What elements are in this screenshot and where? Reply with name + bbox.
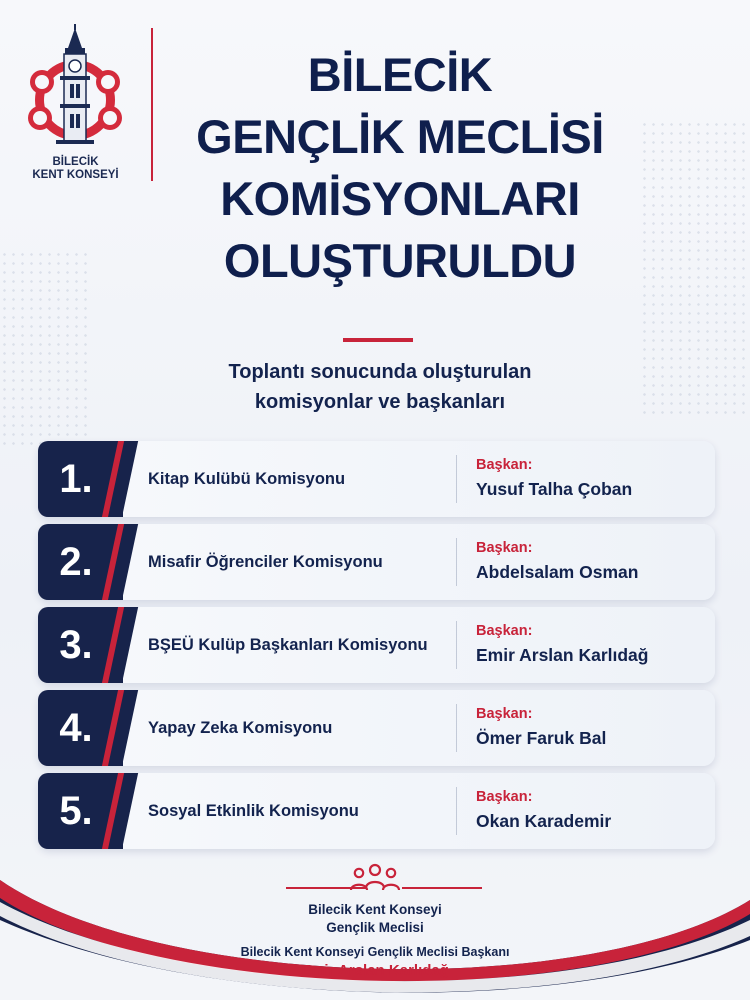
row-divider (456, 787, 457, 835)
commission-row (38, 607, 715, 683)
footer-line-right (402, 887, 482, 889)
commission-row (38, 441, 715, 517)
subtitle-line-1: Toplantı sonucunda oluşturulan (228, 361, 532, 383)
chair-label: Başkan: (476, 540, 533, 556)
title-underline (343, 338, 413, 342)
commission-number: 4. (59, 706, 93, 750)
logo-text-line2: KENT KONSEYİ (32, 169, 119, 181)
title-line-1: BİLECİK (307, 48, 493, 101)
chair-label: Başkan: (476, 789, 533, 805)
footer-role: Bilecik Kent Konseyi Gençlik Meclisi Başkanı (240, 945, 510, 959)
commission-name: Kitap Kulübü Komisyonu (148, 470, 346, 488)
row-divider (456, 621, 457, 669)
commission-name: Sosyal Etkinlik Komisyonu (148, 802, 359, 820)
commission-name: Misafir Öğrenciler Komisyonu (148, 553, 383, 571)
chair-label: Başkan: (476, 623, 533, 639)
title-line-4: OLUŞTURULDU (223, 234, 577, 287)
title-line-2: GENÇLİK MECLİSİ (196, 110, 604, 163)
row-divider (456, 704, 457, 752)
clock-tower-icon (18, 22, 133, 152)
chair-label: Başkan: (476, 706, 533, 722)
logo-text-line1: BİLECİK (52, 156, 99, 168)
commission-number: 5. (59, 789, 93, 833)
subtitle (150, 357, 610, 417)
title-line-3: KOMİSYONLARI (220, 172, 580, 225)
number-badge (38, 441, 123, 517)
chair-name: Okan Karademir (476, 811, 612, 831)
number-badge (38, 773, 123, 849)
number-badge (38, 524, 123, 600)
commission-row (38, 773, 715, 849)
footer-person: Emir Arslan Karlıdağ (301, 962, 449, 979)
commission-name: Yapay Zeka Komisyonu (148, 719, 333, 737)
footer-line-left (286, 887, 366, 889)
subtitle-line-2: komisyonlar ve başkanları (254, 391, 506, 413)
chair-name: Abdelsalam Osman (476, 562, 639, 582)
people-group-icon (346, 862, 404, 896)
footer-org-line2: Gençlik Meclisi (326, 920, 424, 935)
commission-list (38, 441, 715, 856)
chair-name: Ömer Faruk Bal (476, 728, 607, 748)
kent-konseyi-logo (18, 22, 133, 182)
commission-number: 3. (59, 623, 93, 667)
dot-pattern-right (640, 120, 750, 420)
chair-name: Yusuf Talha Çoban (476, 479, 633, 499)
commission-number: 1. (59, 457, 93, 501)
header-divider (151, 28, 153, 181)
number-badge (38, 607, 123, 683)
chair-label: Başkan: (476, 457, 533, 473)
commission-row (38, 524, 715, 600)
commission-row (38, 690, 715, 766)
row-divider (456, 538, 457, 586)
number-badge (38, 690, 123, 766)
commission-name: BŞEÜ Kulüp Başkanları Komisyonu (148, 636, 428, 654)
dot-pattern-left (0, 250, 90, 450)
footer-org-line1: Bilecik Kent Konseyi (308, 902, 442, 917)
page-title (160, 44, 640, 292)
chair-name: Emir Arslan Karlıdağ (476, 645, 649, 665)
row-divider (456, 455, 457, 503)
commission-number: 2. (59, 540, 93, 584)
